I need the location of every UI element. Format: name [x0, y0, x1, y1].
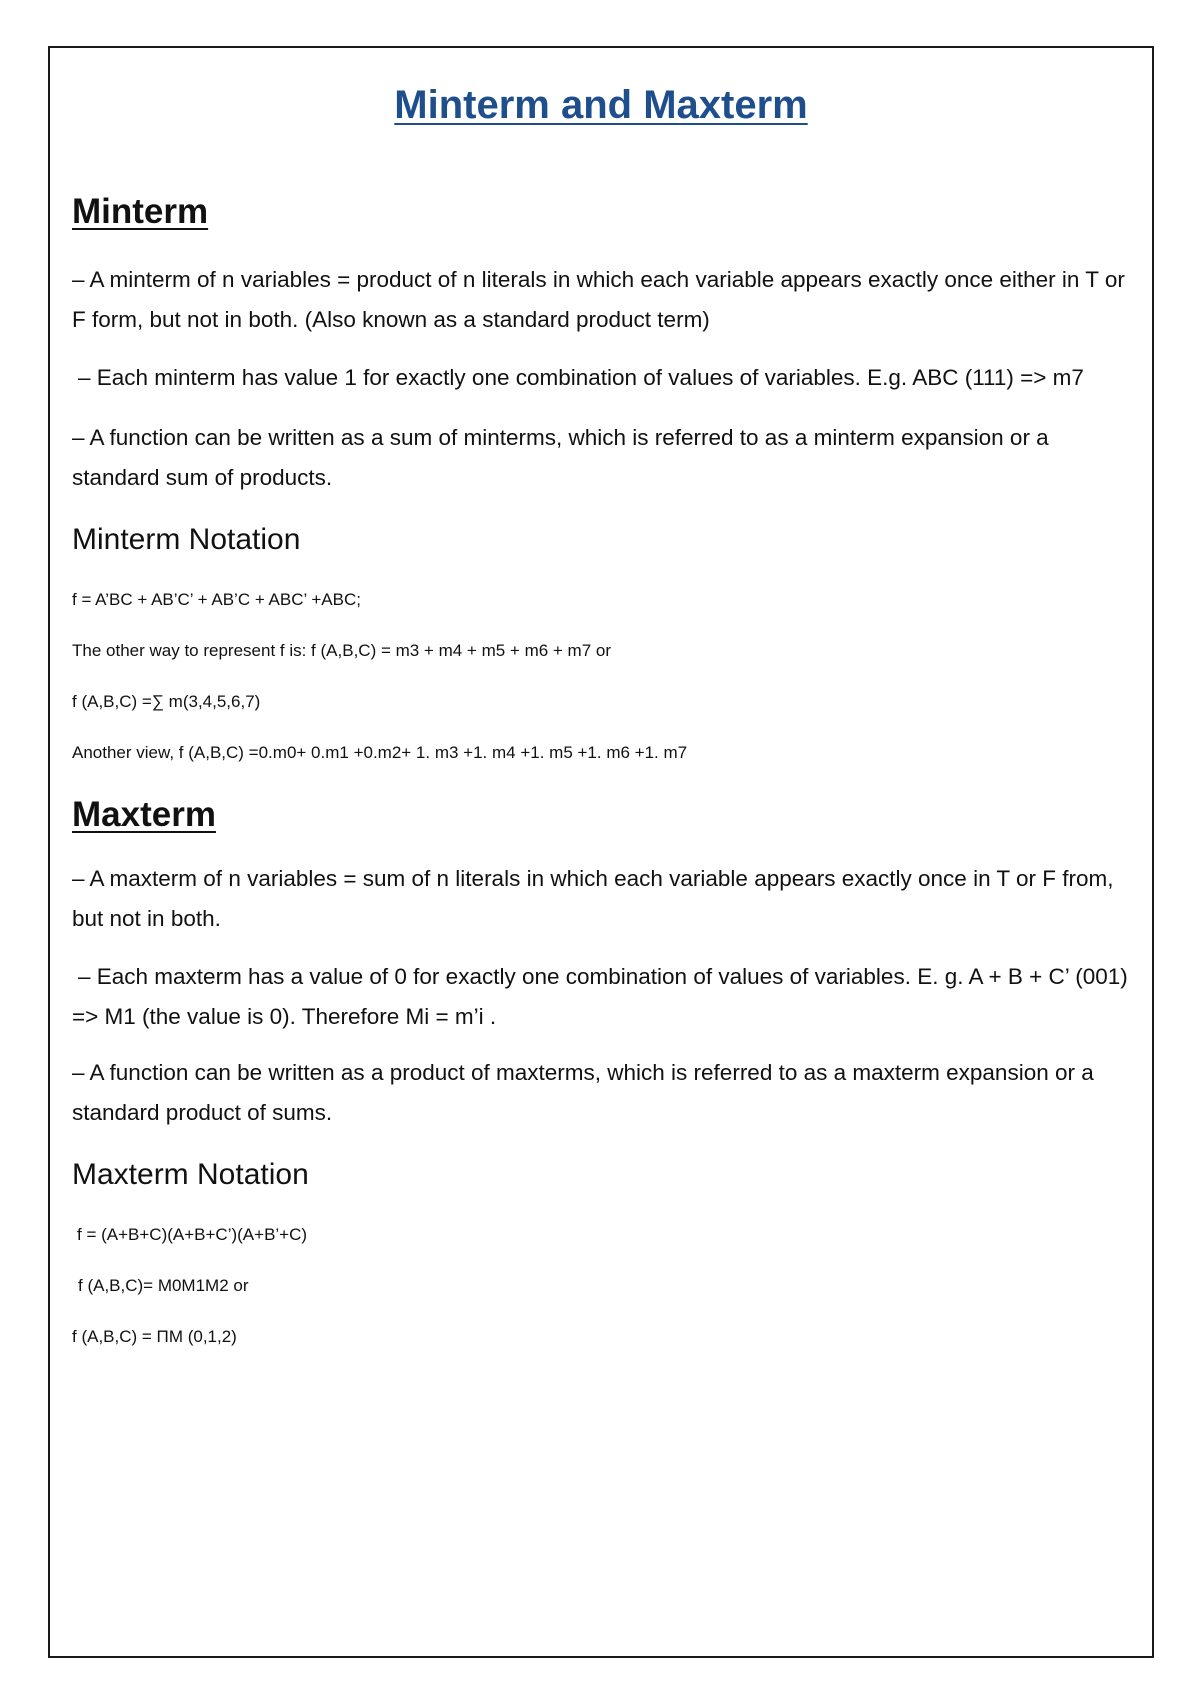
document-title: Minterm and Maxterm [394, 83, 808, 127]
minterm-formula-line: The other way to represent f is: f (A,B,C) = m3 + m4 + m5 + m6 + m7 or [72, 641, 612, 660]
maxterm-formula-line: f = (A+B+C)(A+B+C’)(A+B’+C) [77, 1225, 308, 1244]
minterm-definition-paragraph: – A minterm of n variables = product of n literals in which each variable appears exactly once either in T or F form, but not in both. (Also known as a standard product term) [72, 267, 1125, 332]
maxterm-formula-line: f (A,B,C) = ΠM (0,1,2) [72, 1327, 237, 1346]
maxterm-expansion-paragraph: – A function can be written as a product of maxterms, which is referred to as a maxterm expansion or a standard product of sums. [72, 1060, 1094, 1125]
maxterm-value-paragraph: – Each maxterm has a value of 0 for exactly one combination of values of variables. E. g. A + B + C’ (001) => M1 (the value is 0). Therefore Mi = m’i . [72, 964, 1128, 1029]
maxterm-notation-heading: Maxterm Notation [72, 1158, 309, 1191]
minterm-formula-line: f = A’BC + AB’C’ + AB’C + ABC’ +ABC; [72, 590, 361, 609]
maxterm-heading: Maxterm [72, 795, 216, 834]
minterm-section [72, 190, 1130, 765]
minterm-formula-line: Another view, f (A,B,C) =0.m0+ 0.m1 +0.m2+ 1. m3 +1. m4 +1. m5 +1. m6 +1. m7 [72, 743, 688, 762]
document-content [72, 80, 1130, 1349]
minterm-formula-line: f (A,B,C) =∑ m(3,4,5,6,7) [72, 692, 261, 711]
maxterm-section [72, 793, 1130, 1349]
maxterm-formula-line: f (A,B,C)= M0M1M2 or [78, 1276, 249, 1295]
minterm-heading: Minterm [72, 192, 209, 231]
minterm-notation-heading: Minterm Notation [72, 523, 301, 556]
maxterm-definition-paragraph: – A maxterm of n variables = sum of n literals in which each variable appears exactly once in T or F from, but not in both. [72, 866, 1114, 931]
minterm-value-paragraph: – Each minterm has value 1 for exactly one combination of values of variables. E.g. ABC (111) => m7 [78, 365, 1084, 390]
minterm-expansion-paragraph: – A function can be written as a sum of minterms, which is referred to as a minterm expansion or a standard sum of products. [72, 425, 1049, 490]
